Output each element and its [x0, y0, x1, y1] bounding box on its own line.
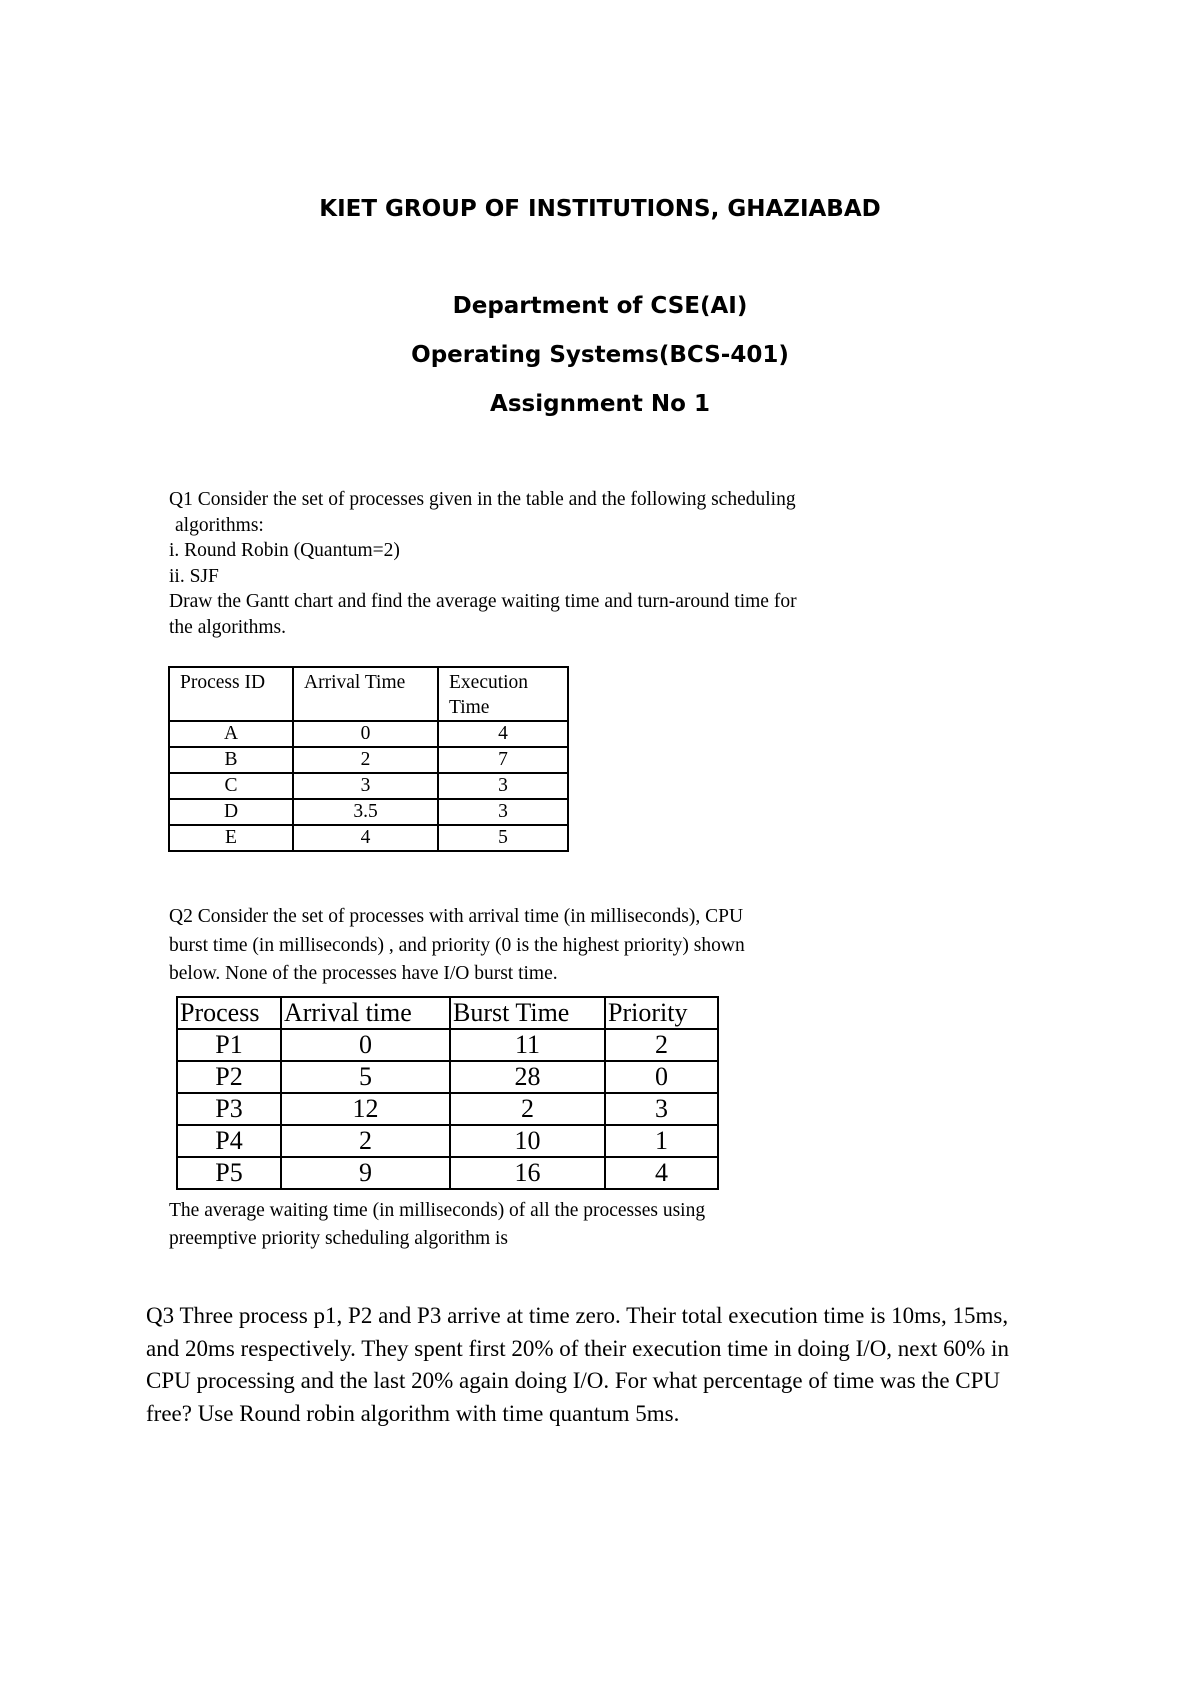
q2-process-table — [176, 996, 719, 1190]
institute-title: KIET GROUP OF INSTITUTIONS, GHAZIABAD — [319, 196, 881, 222]
table-cell: 3 — [605, 1093, 718, 1125]
table-cell: 3.5 — [293, 799, 438, 825]
table-cell: 10 — [450, 1125, 605, 1157]
table-cell: 0 — [293, 721, 438, 747]
table-row — [169, 825, 568, 851]
q1-option-sjf: ii. SJF — [169, 565, 219, 587]
course-title: Operating Systems(BCS-401) — [411, 342, 789, 368]
table-cell: 1 — [605, 1125, 718, 1157]
assignment-title: Assignment No 1 — [490, 391, 710, 417]
header-cell: Priority — [605, 997, 718, 1029]
table-cell: 28 — [450, 1061, 605, 1093]
table-cell: 0 — [281, 1029, 450, 1061]
q2-line: burst time (in milliseconds) , and priority (0 is the highest priority) shown — [169, 934, 745, 956]
table-row — [169, 721, 568, 747]
table-row — [177, 1157, 718, 1189]
header-cell: Process ID — [169, 667, 293, 721]
table-cell: P4 — [177, 1125, 281, 1157]
q1-line: algorithms: — [175, 514, 264, 536]
table-cell: 9 — [281, 1157, 450, 1189]
table-cell: 3 — [438, 799, 568, 825]
question-2-prompt — [169, 1197, 889, 1253]
q2-line: Q2 Consider the set of processes with arrival time (in milliseconds), CPU — [169, 906, 744, 927]
table-cell: 4 — [293, 825, 438, 851]
table-cell: 11 — [450, 1029, 605, 1061]
q1-process-table — [168, 666, 569, 852]
table-cell: E — [169, 825, 293, 851]
q3-line: CPU processing and the last 20% again doing I/O. For what percentage of time was the CPU — [146, 1368, 1001, 1393]
table-cell: 2 — [605, 1029, 718, 1061]
table-cell: 3 — [293, 773, 438, 799]
table-cell: 2 — [281, 1125, 450, 1157]
q1-line: the algorithms. — [169, 616, 286, 638]
table-cell: P1 — [177, 1029, 281, 1061]
table-row — [169, 773, 568, 799]
question-2 — [169, 903, 889, 989]
header-cell: Arrival time — [281, 997, 450, 1029]
table-cell: P5 — [177, 1157, 281, 1189]
table-cell: 4 — [605, 1157, 718, 1189]
department-title: Department of CSE(AI) — [452, 293, 748, 319]
q1-line: Q1 Consider the set of processes given in the table and the following scheduling — [169, 489, 796, 510]
table-row — [177, 1029, 718, 1061]
header-cell — [438, 667, 568, 721]
table-cell: A — [169, 721, 293, 747]
table-cell: 7 — [438, 747, 568, 773]
header-cell-line: Execution — [449, 672, 529, 693]
table-cell: P3 — [177, 1093, 281, 1125]
table-cell: 2 — [450, 1093, 605, 1125]
table-cell: 5 — [281, 1061, 450, 1093]
q3-line: and 20ms respectively. They spent first 20% of their execution time in doing I/O, next 60% in — [146, 1335, 1009, 1361]
table-header-row — [177, 997, 718, 1029]
table-cell: 0 — [605, 1061, 718, 1093]
q2-line: below. None of the processes have I/O burst time. — [169, 963, 558, 984]
table-cell: 16 — [450, 1157, 605, 1189]
q1-option-round-robin: i. Round Robin (Quantum=2) — [169, 540, 400, 561]
header-cell-line: Time — [449, 697, 490, 718]
table-header-row — [169, 667, 568, 721]
q2-line: preemptive priority scheduling algorithm is — [169, 1228, 509, 1249]
header-cell: Arrival Time — [293, 667, 438, 721]
q3-line: Q3 Three process p1, P2 and P3 arrive at time zero. Their total execution time is 10ms, 15ms, — [146, 1303, 1009, 1328]
q1-line: Draw the Gantt chart and find the average waiting time and turn-around time for — [169, 591, 797, 612]
table-row — [169, 799, 568, 825]
question-3 — [146, 1300, 1086, 1430]
q2-line: The average waiting time (in milliseconds) of all the processes using — [169, 1200, 706, 1221]
question-1 — [169, 487, 929, 640]
table-cell: C — [169, 773, 293, 799]
q3-line: free? Use Round robin algorithm with time quantum 5ms. — [146, 1400, 680, 1426]
table-cell: 4 — [438, 721, 568, 747]
table-row — [177, 1093, 718, 1125]
table-cell: B — [169, 747, 293, 773]
table-cell: 12 — [281, 1093, 450, 1125]
table-row — [177, 1125, 718, 1157]
table-cell: P2 — [177, 1061, 281, 1093]
table-row — [177, 1061, 718, 1093]
table-cell: 2 — [293, 747, 438, 773]
table-cell: 3 — [438, 773, 568, 799]
table-row — [169, 747, 568, 773]
table-cell: 5 — [438, 825, 568, 851]
table-cell: D — [169, 799, 293, 825]
header-cell: Process — [177, 997, 281, 1029]
header-cell: Burst Time — [450, 997, 605, 1029]
